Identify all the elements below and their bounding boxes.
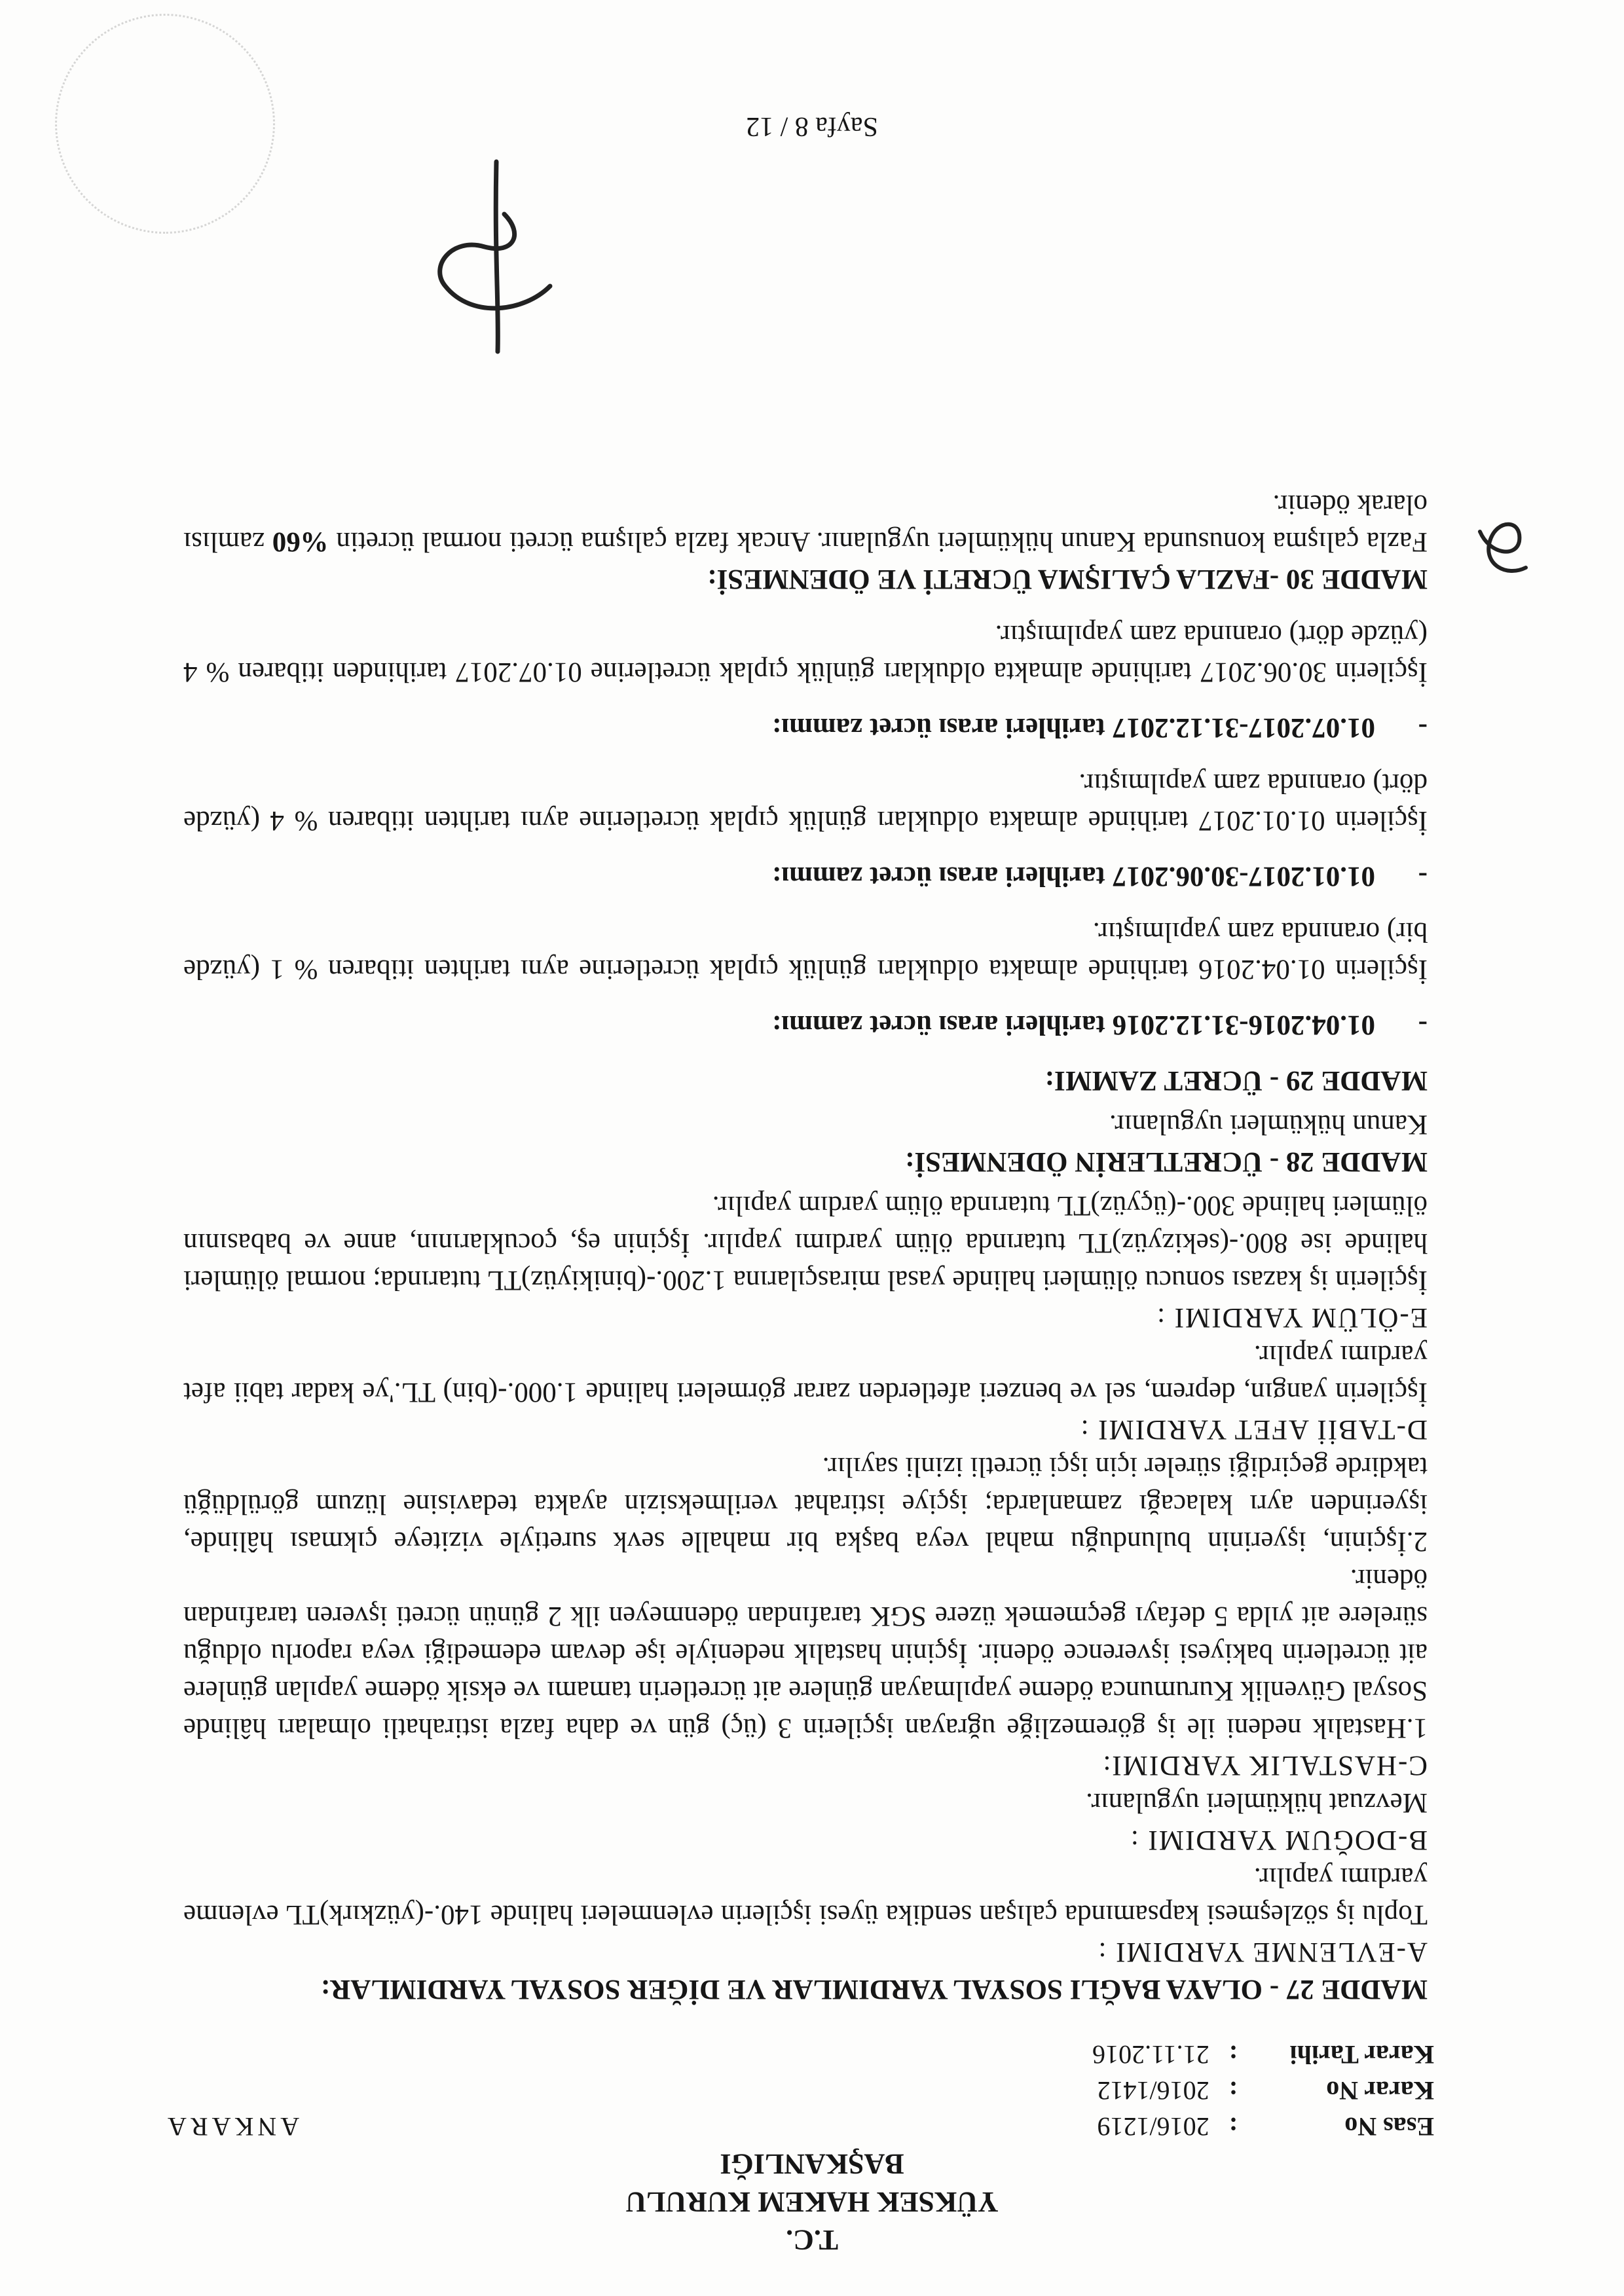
decision-karar-no: Karar No: 2016/1412 xyxy=(1097,2076,1434,2105)
hastalik-title: C-HASTALIK YARDIMI: xyxy=(1101,1750,1428,1781)
header-department: BAŞKANLIĞI xyxy=(720,2148,904,2180)
afet-title: D-TABİİ AFET YARDIMI : xyxy=(1079,1414,1428,1445)
article-body xyxy=(183,486,1428,2008)
olum-text: İşçilerin iş kazası sonucu ölümleri halinde yasal mirasçılarına 1.200.-(binikiyüz)TL tutarında; normal ölümleri halinde ise 800.-(sekizyüz)TL tutarında ölüm yardımı yapılır. İşçinin eş, çocuklarının, anne ve babasının ölümleri halinde 300.-(üçyüz)TL tutarında ölüm yardım yapılır. xyxy=(183,1190,1428,1296)
decision-esas-no: Esas No: 2016/1219 xyxy=(1097,2112,1434,2141)
madde28-title: MADDE 28 - ÜCRETLERİN ÖDENMESİ: xyxy=(905,1146,1428,1177)
zam-item-3-text: İşçilerin 30.06.2017 tarihinde almakta oldukları günlük çıplak ücretlerine 01.07.2017 tarihinden itibaren % 4 (yüzde dört) oranında zam yapılmıştır. xyxy=(183,619,1428,687)
madde27-title: MADDE 27 - OLAYA BAĞLI SOSYAL YARDIMLAR VE DİĞER SOSYAL YARDIMLAR: xyxy=(320,1974,1428,2005)
header-tc: T.C. xyxy=(786,2224,838,2256)
madde29-title: MADDE 29 - ÜCRET ZAMMI: xyxy=(1044,1065,1428,1096)
handwritten-signature xyxy=(419,149,576,365)
madde30-text: Fazla çalışma konusunda Kanun hükümleri uygulanır. Ancak fazla çalışma ücreti normal ücretin %60 zamlısı olarak ödenir. xyxy=(183,489,1428,557)
header-institution: YÜKSEK HAKEM KURULU xyxy=(625,2186,999,2218)
hastalik-text-2: 2.İşçinin, işyerinin bulunduğu mahal veya başka bir mahalle sevk suretiyle viziteye çıkması hâlinde, işyerinden ayrı kalacağı zamanlarda; işçiye istirahat verilmeksizin ayakta tedavisine lüzum görüldüğü takdirde geçirdiği süreler için işçi ücretli izinli sayılır. xyxy=(183,1451,1428,1557)
handwritten-initial-margin xyxy=(1454,502,1545,581)
madde28-text: Kanun hükümleri uygulanır. xyxy=(1109,1109,1428,1140)
zam-item-2-text: İşçilerin 01.01.2017 tarihinde almakta oldukları günlük çıplak ücretlerine aynı tarihten itibaren % 4 (yüzde dört) oranında zam yapılmıştır. xyxy=(183,768,1428,836)
dogum-title: B-DOĞUM YARDIMI : xyxy=(1129,1825,1428,1855)
page-number: Sayfa 8 / 12 xyxy=(746,111,878,141)
city-label: ANKARA xyxy=(164,2112,300,2141)
evlenme-title: A-EVLENME YARDIMI : xyxy=(1097,1937,1428,1967)
zam-item-1-text: İşçilerin 01.04.2016 tarihinde almakta oldukları günlük çıplak ücretlerine aynı tarihten itibaren % 1 (yüzde bir) oranında zam yapılmıştır. xyxy=(183,917,1428,985)
evlenme-text: Toplu iş sözleşmesi kapsamında çalışan sendika üyesi işçilerin evlenmeleri halinde 140.-(yüzkırk)TL evlenme yardımı yapılır. xyxy=(183,1862,1428,1930)
dogum-text: Mevzuat hükümleri uygulanır. xyxy=(1086,1787,1428,1818)
zam-item-3-title: -01.07.2017-31.12.2017 tarihleri arası ücret zammı: xyxy=(771,712,1428,743)
hastalik-text-1: 1.Hastalık nedeni ile iş göremezliğe uğrayan işçilerin 3 (üç) gün ve daha fazla istirahatli olmaları hâlinde Sosyal Güvenlik Kurumunca ödeme yapılmayan günlere ait ücretlerin tamamı ve eksik ödeme yapılan günlere ait ücretlerin bakiyesi işverence ödenir. İşçinin hastalık nedeniyle işe devam edemediği veya raporlu olduğu sürelere ait yılda 5 defayı geçmemek üzere SGK tarafından ödenmeyen ilk 2 günün ücreti işveren tarafından ödenir. xyxy=(183,1563,1428,1743)
madde30-title: MADDE 30 -FAZLA ÇALIŞMA ÜCRETİ VE ÖDENMESİ: xyxy=(707,564,1428,594)
afet-text: İşçilerin yangın, deprem, sel ve benzeri afetlerden zarar görmeleri halinde 1.000.-(bin) TL.'ye kadar tabii afet yardımı yapılır. xyxy=(183,1339,1428,1408)
olum-title: E-ÖLÜM YARDIMI : xyxy=(1156,1302,1428,1333)
decision-karar-tarihi: Karar Tarihi: 21.11.2016 xyxy=(1092,2040,1434,2069)
zam-item-2-title: -01.01.2017-30.06.2017 tarihleri arası ücret zammı: xyxy=(771,861,1428,892)
zam-item-1-title: -01.04.2016-31.12.2016 tarihleri arası ücret zammı: xyxy=(771,1010,1428,1040)
